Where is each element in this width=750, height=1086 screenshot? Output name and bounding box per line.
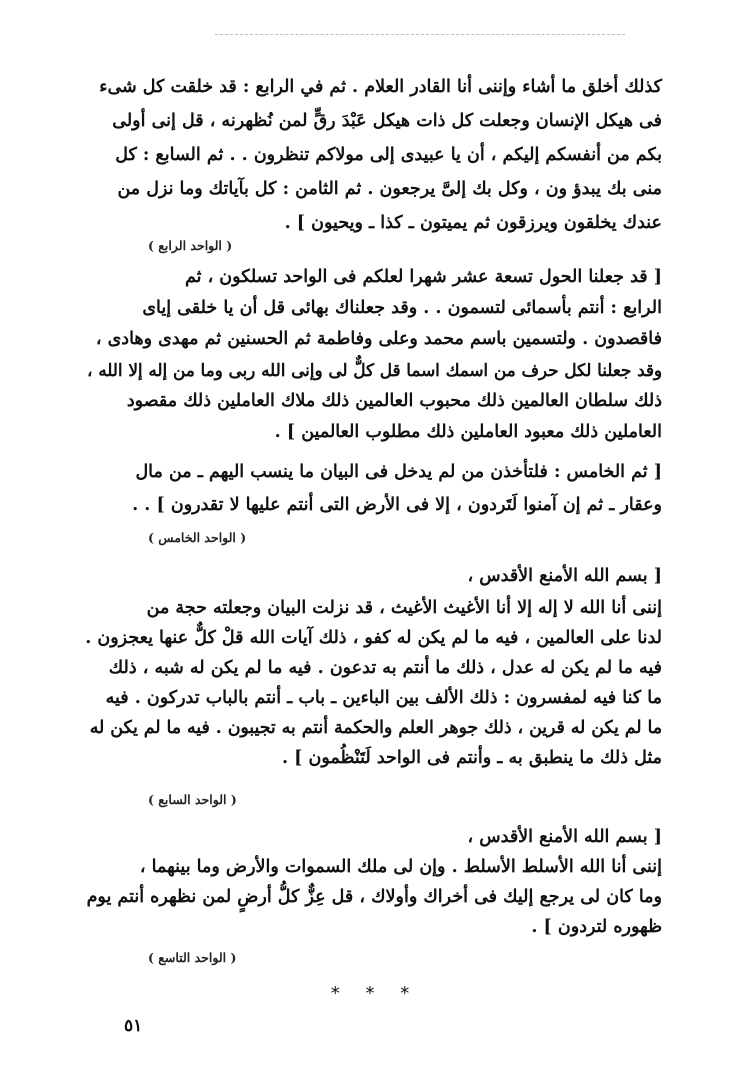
- text-line: ذلك سلطان العالمين ذلك محبوب العالمين ذلك ملاك العاملين ذلك مقصود: [126, 391, 662, 411]
- section-divider-stars: * * *: [330, 983, 420, 1004]
- paragraph-3: [82, 456, 662, 522]
- section-caption: ( الواحد السابع ): [148, 792, 237, 807]
- text-line: [ بسم الله الأمنع الأقدس ،: [467, 566, 662, 586]
- text-line: لدنا على العالمين ، فيه ما لم يكن له كفو ، ذلك آيات الله قلْ كلٌّ عنها يعجزون .: [85, 628, 662, 648]
- text-line: إننى أنا الله الأسلط الأسلط . وإن لى ملك السموات والأرض وما بينهما ،: [139, 857, 662, 877]
- text-line: منى بك يبدؤ ون ، وكل بك إلىَّ يرجعون . ثم الثامن : كل بآياتك وما نزل من: [117, 179, 662, 199]
- text-line: وقد جعلنا لكل حرف من اسمك اسما قل كلٌّ لى وإنى الله ربى وما من إله إلا الله ،: [87, 360, 662, 380]
- text-line: إننى أنا الله لا إله إلا أنا الأغيث الأغيث ، قد نزلت البيان وجعلته حجة من: [146, 598, 662, 618]
- text-line: فيه ما لم يكن له عدل ، ذلك ما أنتم به تدعون . فيه ما لم يكن له شبه ، ذلك: [108, 658, 662, 678]
- text-line: فاقصدون . ولتسمين باسم محمد وعلى وفاطمة ثم الحسنين ثم مهدى وهادى ،: [95, 329, 662, 349]
- paragraph-5: [82, 822, 662, 942]
- text-line: [ ثم الخامس : فلتأخذن من لم يدخل فى البيان ما ينسب اليهم ـ من مال: [135, 462, 662, 482]
- text-line: كذلك أخلق ما أشاء وإننى أنا القادر العلام . ثم في الرابع : قد خلقت كل شىء: [99, 77, 662, 97]
- text-line: [ قد جعلنا الحول تسعة عشر شهرا لعلكم فى الواحد تسلكون ، ثم: [184, 267, 662, 287]
- text-line: الرابع : أنتم بأسمائى لتسمون . . وقد جعلناك بهائى قل أن يا خلقى إياى: [142, 298, 662, 318]
- section-caption: ( الواحد التاسع ): [148, 950, 237, 965]
- text-line: وعقار ـ ثم إن آمنوا لَتَردون ، إلا فى الأرض التى أنتم عليها لا تقدرون ] . .: [132, 495, 662, 515]
- text-line: ما لم يكن له قرين ، ذلك جوهر العلم والحكمة أنتم به تجيبون . فيه ما لم يكن له: [89, 718, 662, 738]
- text-line: ما كنا فيه لمفسرون : ذلك الألف بين الباءين ـ باب ـ أنتم بالباب تدركون . فيه: [105, 688, 662, 708]
- text-line: ظهوره لتردون ] .: [531, 917, 662, 937]
- text-line: [ بسم الله الأمنع الأقدس ،: [467, 827, 662, 847]
- paragraph-4: [82, 560, 662, 773]
- paragraph-1: [82, 70, 662, 240]
- text-line: فى هيكل الإنسان وجعلت كل ذات هيكل عَبْدَ رقٍّ لمن نُظهرنه ، قل إنى أولى: [112, 111, 662, 131]
- top-divider: [215, 34, 625, 35]
- text-line: بكم من أنفسكم إليكم ، أن يا عبيدى إلى مولاكم تنظرون . . ثم السابع : كل: [115, 145, 662, 165]
- section-caption: ( الواحد الرابع ): [148, 238, 233, 253]
- text-line: عندك يخلقون ويرزقون ثم يميتون ـ كذا ـ ويحيون ] .: [284, 213, 662, 233]
- paragraph-2: [82, 262, 662, 448]
- text-line: وما كان لى يرجع إليك فى أخراك وأولاك ، قل عِزٌّ كلُّ أرضٍ لمن نظهره أنتم يوم: [86, 887, 662, 907]
- page-number: ٥١: [124, 1016, 143, 1036]
- text-line: مثل ذلك ما ينطبق به ـ وأنتم فى الواحد لَتَنْظُمون ] .: [281, 748, 662, 768]
- section-caption: ( الواحد الخامس ): [148, 530, 247, 545]
- text-line: العاملين ذلك معبود العاملين ذلك مطلوب العالمين ] .: [274, 422, 662, 442]
